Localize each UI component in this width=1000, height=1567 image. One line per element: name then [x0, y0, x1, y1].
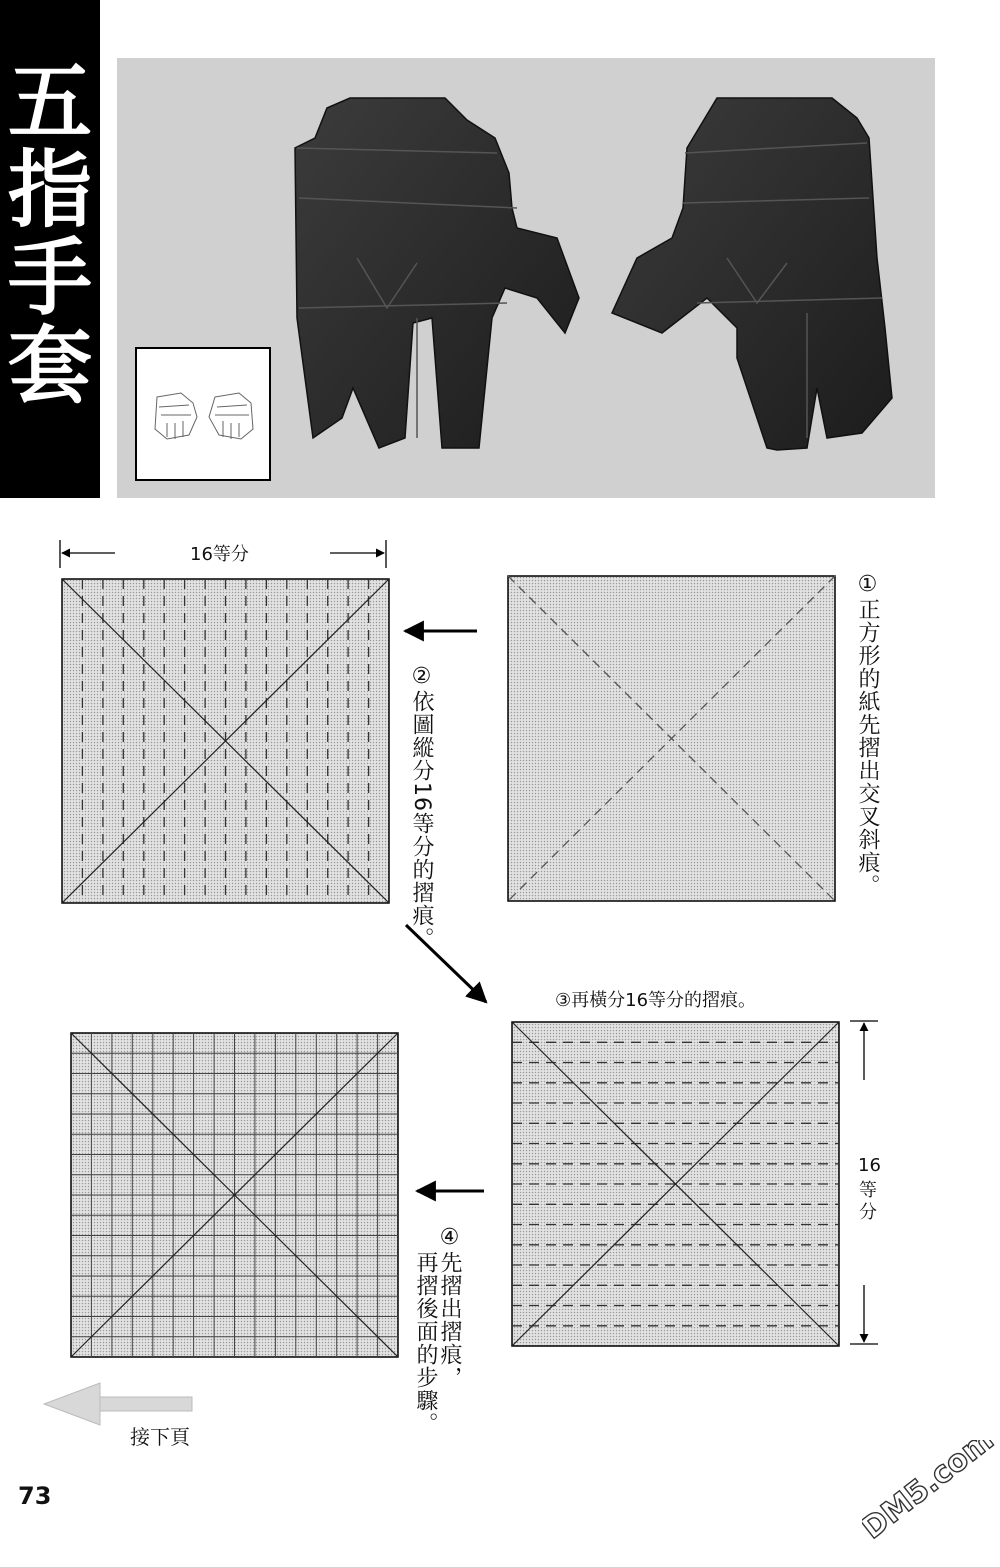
step4-caption-line2: 再摺後面的步驟。	[413, 1251, 438, 1435]
title-char: 套	[7, 317, 92, 415]
step1-text: 正方形的紙先摺出交叉斜痕。	[855, 598, 880, 897]
top-dimension-label: 16等分	[190, 544, 249, 565]
title-char: 五	[7, 53, 92, 151]
watermark	[862, 1440, 1000, 1550]
step2-caption	[408, 664, 434, 950]
step1-diagram	[508, 576, 835, 901]
title-char: 指	[7, 141, 92, 239]
side-dimension-char: 分	[859, 1202, 877, 1223]
step2-diagram	[62, 579, 389, 903]
step2-number: ②	[409, 664, 434, 690]
step3-number: ③	[555, 990, 572, 1011]
next-page-label: 接下頁	[130, 1425, 190, 1449]
watermark-logo-icon	[862, 1440, 1000, 1550]
step1-number: ①	[855, 572, 880, 598]
page-number: 73	[18, 1482, 52, 1510]
step4-diagram	[71, 1033, 398, 1357]
step4-text-line1: 先摺出摺痕，	[437, 1251, 462, 1389]
step2-text: 依圖縱分16等分的摺痕。	[409, 690, 434, 950]
step4-number: ④	[437, 1225, 462, 1251]
side-dimension-char: 等	[859, 1180, 877, 1201]
side-dimension-number: 16	[858, 1155, 881, 1176]
step3-diagram	[512, 1022, 839, 1346]
step3-caption	[555, 986, 756, 1012]
next-page-arrow-icon	[44, 1383, 192, 1425]
step3-text: 再橫分16等分的摺痕。	[571, 990, 757, 1011]
step1-caption	[854, 572, 880, 897]
watermark-text: DM5.com	[862, 1440, 1000, 1547]
step4-caption-line1	[436, 1225, 462, 1389]
title-char: 手	[7, 229, 92, 327]
